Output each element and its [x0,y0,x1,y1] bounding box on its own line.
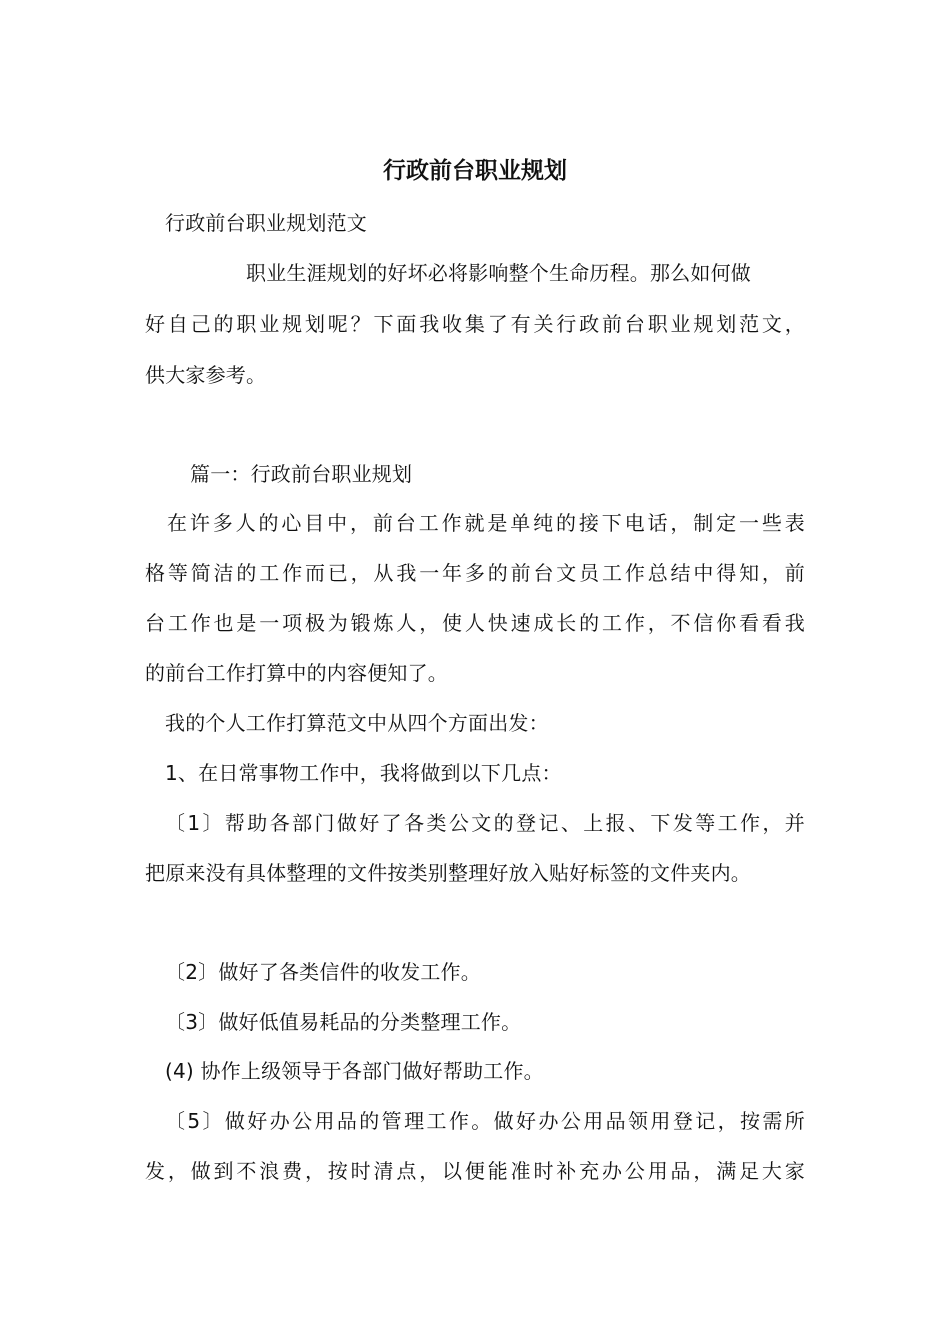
list-item-3: 〔3〕做好低值易耗品的分类整理工作。 [165,1010,522,1034]
list-item-5-line-1: 〔5〕做好办公用品的管理工作。做好办公用品领用登记，按需所 [165,1109,805,1133]
list-item-5-line-2: 发，做到不浪费，按时清点，以便能准时补充办公用品，满足大家 [145,1159,805,1183]
paragraph-line-5: 我的个人工作打算范文中从四个方面出发： [165,711,549,735]
paragraph-line-4: 的前台工作打算中的内容便知了。 [145,661,448,685]
paragraph-line-3: 台工作也是一项极为锻炼人，使人快速成长的工作，不信你看看我 [145,611,805,635]
intro-line-3: 供大家参考。 [145,363,267,387]
list-item-1-line-1: 〔1〕帮助各部门做好了各类公文的登记、上报、下发等工作，并 [165,811,805,835]
paragraph-line-1: 在许多人的心目中，前台工作就是单纯的接下电话，制定一些表 [167,511,805,535]
paragraph-line-2: 格等简洁的工作而已，从我一年多的前台文员工作总结中得知，前 [145,561,805,585]
section-heading: 篇一：行政前台职业规划 [190,462,413,486]
list-heading: 1、在日常事物工作中，我将做到以下几点： [165,761,562,785]
subtitle-line: 行政前台职业规划范文 [165,211,367,235]
list-item-4: (4) 协作上级领导于各部门做好帮助工作。 [165,1059,544,1083]
list-item-1-line-2: 把原来没有具体整理的文件按类别整理好放入贴好标签的文件夹内。 [145,861,751,885]
document-title: 行政前台职业规划 [383,158,567,184]
intro-line-2: 好自己的职业规划呢？下面我收集了有关行政前台职业规划范文， [145,312,805,336]
intro-line-1: 职业生涯规划的好坏必将影响整个生命历程。那么如何做 [246,261,751,285]
list-item-2: 〔2〕做好了各类信件的收发工作。 [165,960,481,984]
